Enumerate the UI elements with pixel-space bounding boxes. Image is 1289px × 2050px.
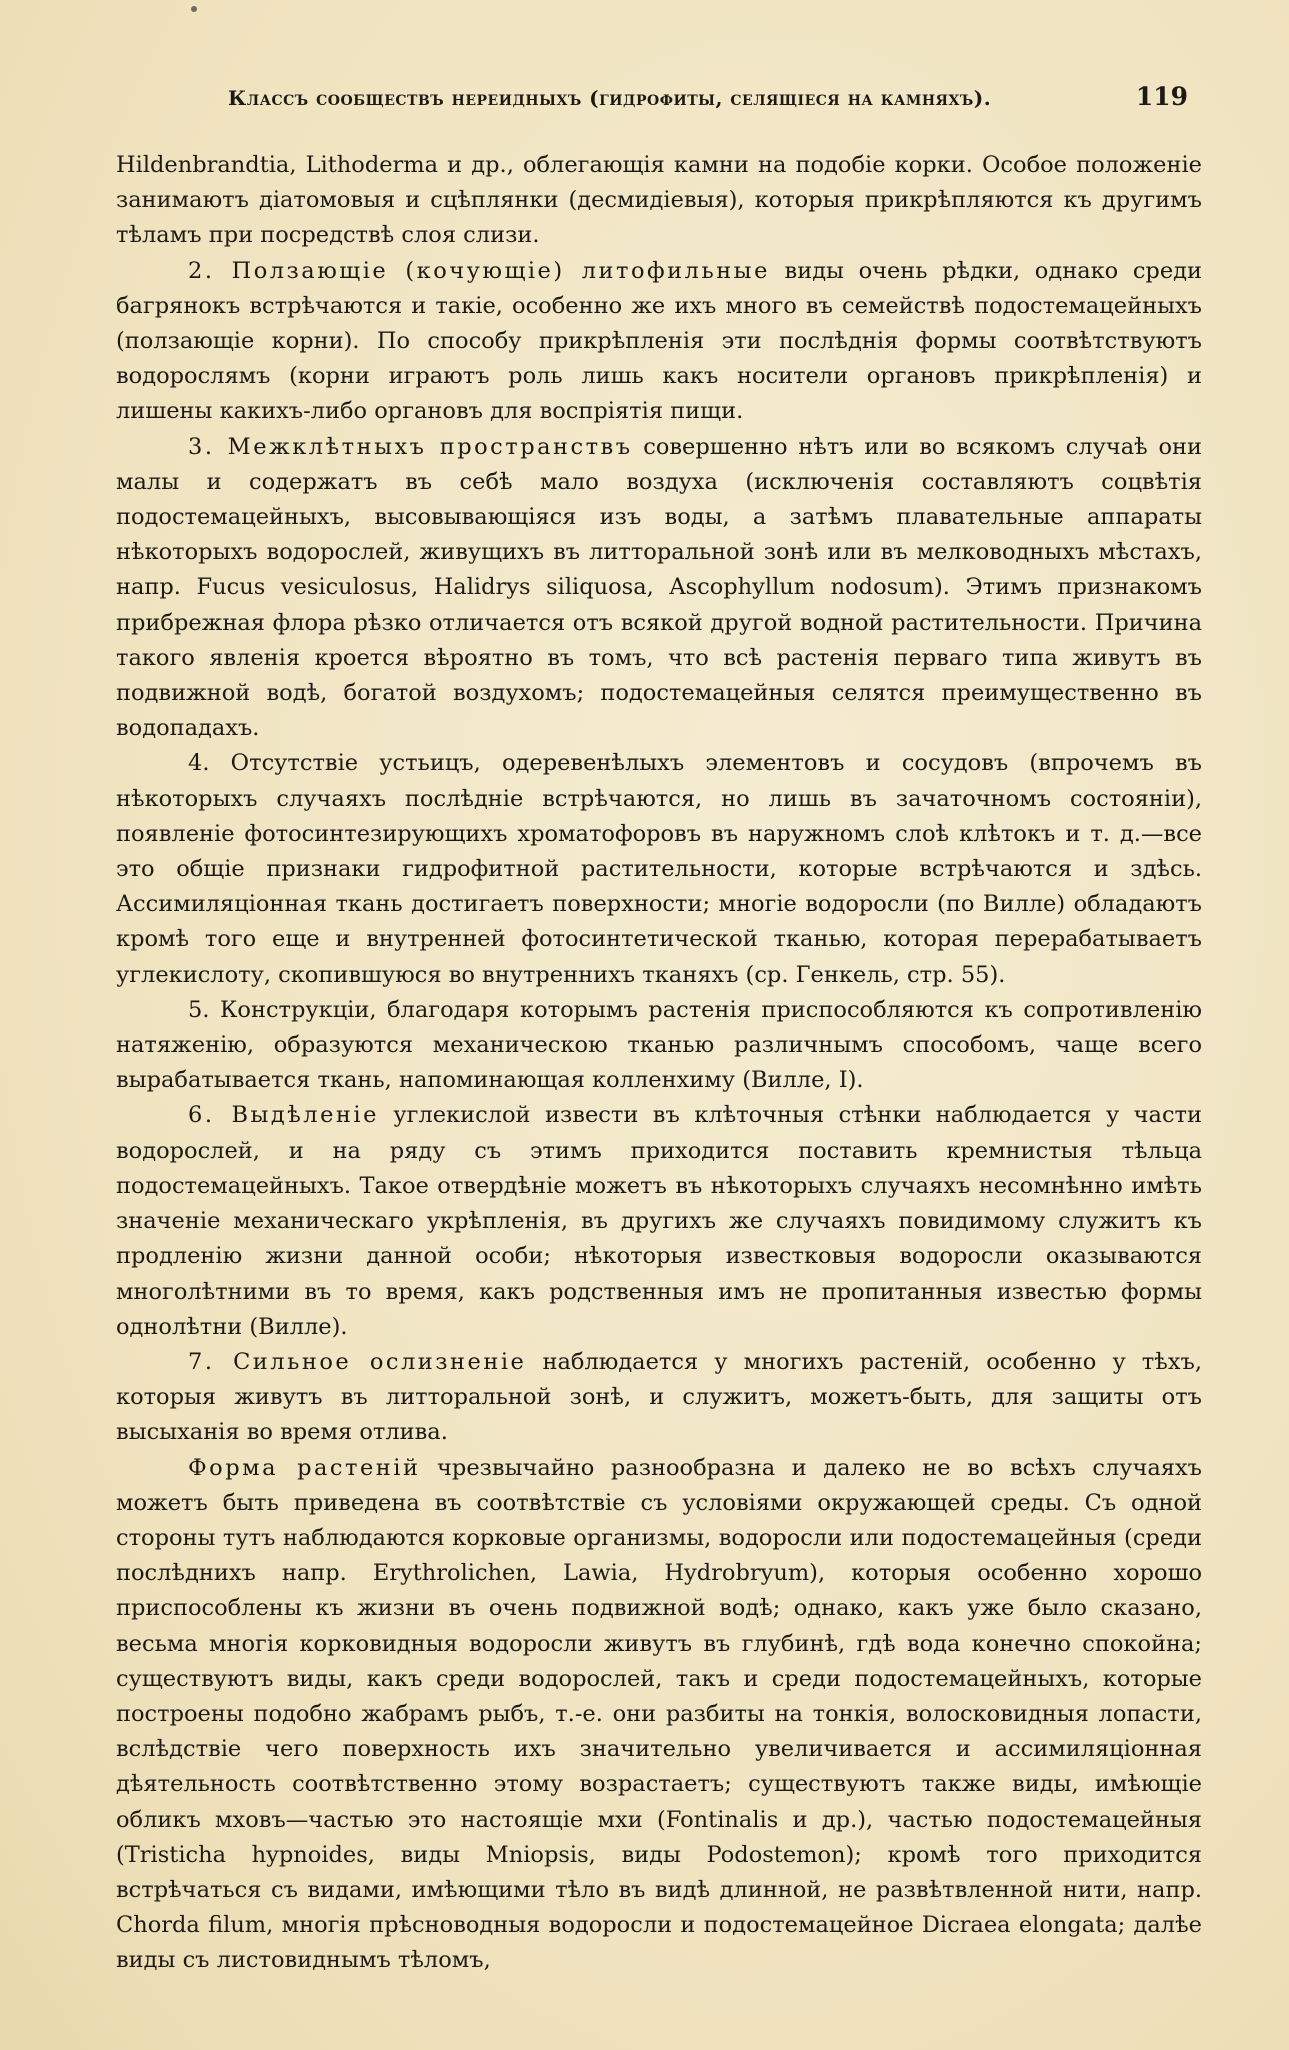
- paragraph: [116, 993, 1202, 1099]
- paragraph-lead: 2. Ползающіе (кочующіе) литофильные: [188, 257, 770, 284]
- paragraph-text: 5. Конструкціи, благодаря которымъ растенія приспособляются къ сопротивленію натяженію, образуются механическою тканью различнымъ способомъ, чаще всего вырабатывается ткань, напоминающая колленхиму (Вилле, I).: [116, 996, 1202, 1094]
- paragraph-lead: 3. Межклѣтныхъ пространствъ: [188, 433, 633, 460]
- paragraph-text: Hildenbrandtia, Lithoderma и др., облегающія камни на подобіе корки. Особое положеніе занимаютъ діатомовыя и сцѣплянки (десмидіевыя), которыя прикрѣпляются къ другимъ тѣламъ при посредствѣ слоя слизи.: [116, 152, 1202, 249]
- running-head: Классъ сообществъ нереидныхъ (гидрофиты, селящіеся на камняхъ).: [228, 86, 992, 110]
- paragraph: [116, 1098, 1202, 1344]
- ink-speck: [191, 6, 197, 12]
- paragraph-text: виды очень рѣдки, однако среди багрянокъ встрѣчаются и такіе, особенно же ихъ много въ семействѣ подостемацейныхъ (ползающіе корни). По способу прикрѣпленія эти послѣднія формы соотвѣтствуютъ водорослямъ (корни играютъ роль лишь какъ носители органовъ прикрѣпленія) и лишены какихъ-либо органовъ для воспріятія пищи.: [116, 257, 1203, 425]
- paragraph-lead: Форма растеній: [188, 1454, 421, 1481]
- paragraph: [116, 1451, 1202, 1979]
- paragraph: [116, 430, 1202, 747]
- paragraph-lead: 6. Выдѣленіе: [188, 1102, 379, 1129]
- paragraph-text: наблюдается у многихъ растеній, особенно у тѣхъ, которыя живутъ въ литторальной зонѣ, и служитъ, можетъ-быть, для защиты отъ высыханія во время отлива.: [116, 1348, 1202, 1446]
- paragraph: [116, 1345, 1202, 1451]
- page-header: [118, 82, 1188, 122]
- paragraph-text: углекислой извести въ клѣточныя стѣнки наблюдается у части водорослей, и на ряду съ этимъ приходится поставить кремнистыя тѣльца подостемацейныхъ. Такое отвердѣніе можетъ въ нѣкоторыхъ случаяхъ несомнѣнно имѣть значеніе механическаго укрѣпленія, въ другихъ же случаяхъ повидимому служитъ къ продленію жизни данной особи; нѣкоторыя известковыя водоросли оказываются многолѣтними въ то время, какъ родственныя имъ не пропитанныя известью формы однолѣтни (Вилле).: [116, 1102, 1202, 1340]
- paragraph: [116, 746, 1202, 992]
- page-number: 119: [1135, 82, 1188, 111]
- paragraph-text: чрезвычайно разнообразна и далеко не во всѣхъ случаяхъ можетъ быть приведена въ соотвѣтствіе съ условіями окружающей среды. Съ одной стороны тутъ наблюдаются корковые организмы, водоросли или подостемацейныя (среди послѣднихъ напр. Erythrolichen, Lawia, Hydrobryum), которыя особенно хорошо приспособлены къ жизни въ очень подвижной водѣ; однако, какъ уже было сказано, весьма многія корковидныя водоросли живутъ въ глубинѣ, гдѣ вода конечно спокойна; существуютъ виды, какъ среди водорослей, такъ и среди подостемацейныхъ, которые построены подобно жабрамъ рыбъ, т.-е. они разбиты на тонкія, волосковидныя лопасти, вслѣдствіе чего поверхность ихъ значительно увеличивается и ассимиляціонная дѣятельность соотвѣтственно этому возрастаетъ; существуютъ также виды, имѣющіе обликъ мховъ—частью это настоящіе мхи (Fontinalis и др.), частью подостемацейныя (Tristicha hypnoides, виды Mniopsis, виды Podostemon); кромѣ того приходится встрѣчаться съ видами, имѣющими тѣло въ видѣ длинной, не развѣтвленной нити, напр. Chorda filum, многія прѣсноводныя водоросли и подостемацейное Dicraea elongata; далѣе виды съ листовиднымъ тѣломъ,: [116, 1454, 1202, 1974]
- paragraph-text: 4. Отсутствіе устьицъ, одеревенѣлыхъ элементовъ и сосудовъ (впрочемъ въ нѣкоторыхъ случаяхъ послѣдніе встрѣчаются, но лишь въ зачаточномъ состояніи), появленіе фотосинтезирующихъ хроматофоровъ въ наружномъ слоѣ клѣтокъ и т. д.—все это общіе признаки гидрофитной растительности, которые встрѣчаются и здѣсь. Ассимиляціонная ткань достигаетъ поверхности; многіе водоросли (по Вилле) обладаютъ кромѣ того еще и внутренней фотосинтетической тканью, которая перерабатываетъ углекислоту, скопившуюся во внутреннихъ тканяхъ (ср. Генкель, стр. 55).: [116, 750, 1202, 988]
- paragraph: [116, 254, 1202, 430]
- paragraph-lead: 7. Сильное ослизненіе: [188, 1348, 527, 1375]
- paragraph-text: совершенно нѣтъ или во всякомъ случаѣ они малы и содержатъ въ себѣ мало воздуха (исключенія составляютъ соцвѣтія подостемацейныхъ, высовывающіяся изъ воды, а затѣмъ плавательные аппараты нѣкоторыхъ водорослей, живущихъ въ литторальной зонѣ или въ мелководныхъ мѣстахъ, напр. Fucus vesiculosus, Halidrys siliquosa, Ascophyllum nodosum). Этимъ признакомъ прибрежная флора рѣзко отличается отъ всякой другой водной растительности. Причина такого явленія кроется вѣроятно въ томъ, что всѣ растенія перваго типа живутъ въ подвижной водѣ, богатой воздухомъ; подостемацейныя селятся преимущественно въ водопадахъ.: [116, 433, 1202, 742]
- body-text: [116, 148, 1202, 1979]
- paragraph: [116, 148, 1202, 254]
